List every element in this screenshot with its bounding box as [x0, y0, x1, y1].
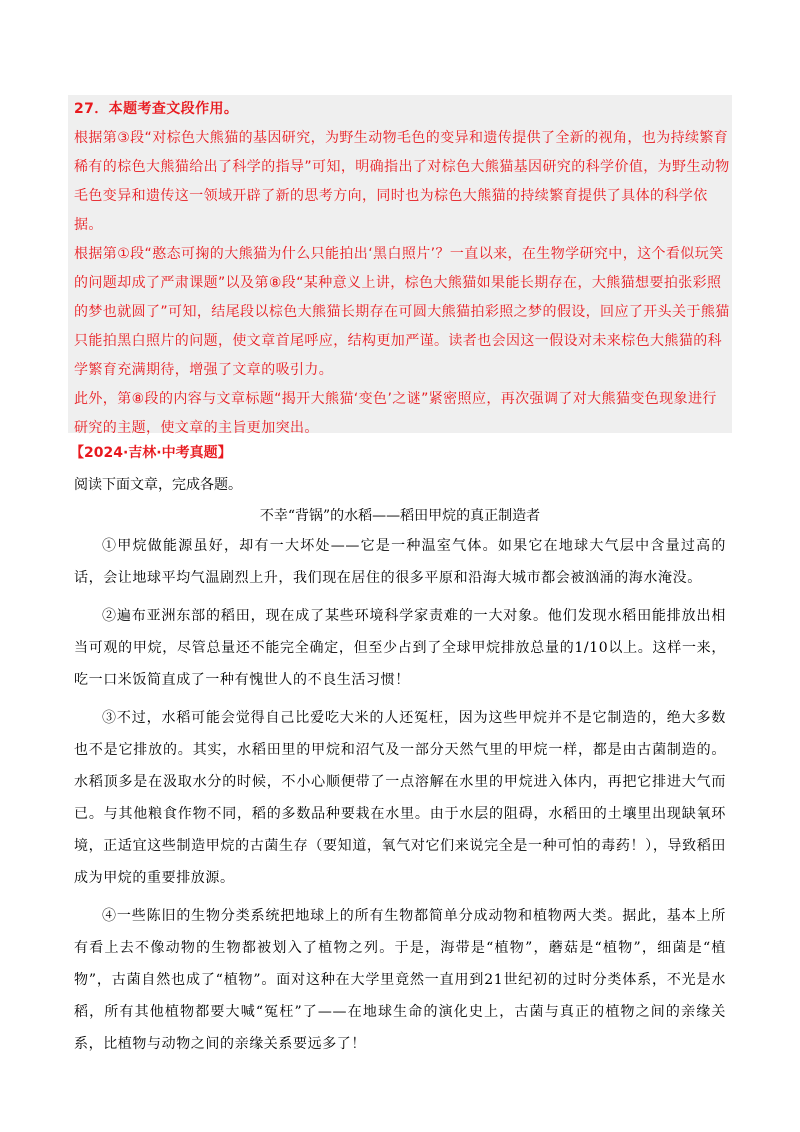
answer-paragraph: 此外，第⑧段的内容与文章标题“揭开大熊猫‘变色’之谜”紧密照应，再次强调了对大熊猫变色现象进行研究的主题，使文章的主旨更加突出。 — [74, 391, 717, 436]
article-paragraph: ④一些陈旧的生物分类系统把地球上的所有生物都简单分成动物和植物两大类。据此，基本上所有看上去不像动物的生物都被划入了植物之列。于是，海带是“植物”，蘑菇是“植物”，细菌是“植物”，古菌自然也成了“植物”。面对这种在大学里竟然一直用到21世纪初的过时分类体系，不光是水稻，所有其他植物都要大喊“冤枉”了——在地球生命的演化史上，古菌与真正的植物之间的亲缘关系，比植物与动物之间的亲缘关系要远多了！ — [74, 908, 726, 1052]
article-paragraph: ②遍布亚洲东部的稻田，现在成了某些环境科学家责难的一大对象。他们发现水稻田能排放出相当可观的甲烷，尽管总量还不能完全确定，但至少占到了全球甲烷排放总量的1/10以上。这样一来，吃一口米饭简直成了一种有愧世人的不良生活习惯！ — [74, 608, 726, 688]
answer-explanation-box — [68, 95, 732, 436]
answer-question-line: 27．本题考查文段作用。 — [74, 101, 239, 117]
article-title: 不幸“背锅”的水稻——稻田甲烷的真正制造者 — [259, 508, 541, 524]
article-body — [74, 530, 726, 1066]
article-paragraph: ③不过，水稻可能会觉得自己比爱吃大米的人还冤枉，因为这些甲烷并不是它制造的，绝大多数也不是它排放的。其实，水稻田里的甲烷和沼气及一部分天然气里的甲烷一样，都是由古菌制造的。水稻顶多是在汲取水分的时候，不小心顺便带了一点溶解在水里的甲烷进入体内，再把它排进大气而已。与其他粮食作物不同，稻的多数品种要栽在水里。由于水层的阻碍，水稻田的土壤里出现缺氧环境，正适宜这些制造甲烷的古菌生存（要知道，氧气对它们来说完全是一种可怕的毒药！），导致稻田成为甲烷的重要排放源。 — [74, 710, 726, 886]
answer-paragraph: 根据第①段“憨态可掬的大熊猫为什么只能拍出‘黑白照片’？一直以来，在生物学研究中，这个看似玩笑的问题却成了严肃课题”以及第⑧段“某种意义上讲，棕色大熊猫如果能长期存在，大熊猫想要拍张彩照的梦也就圆了”可知，结尾段以棕色大熊猫长期存在可圆大熊猫拍彩照之梦的假设，回应了开头关于熊猫只能拍黑白照片的问题，使文章首尾呼应，结构更加严谨。读者也会因这一假设对未来棕色大熊猫的科学繁育充满期待，增强了文章的吸引力。 — [74, 246, 730, 378]
exam-source-tag: 【2024·吉林·中考真题】 — [70, 445, 232, 461]
answer-paragraph: 根据第③段“对棕色大熊猫的基因研究，为野生动物毛色的变异和遗传提供了全新的视角，也为持续繁育稀有的棕色大熊猫给出了科学的指导”可知，明确指出了对棕色大熊猫基因研究的科学价值，为野生动物毛色变异和遗传这一领域开辟了新的思考方向，同时也为棕色大熊猫的持续繁育提供了具体的科学依据。 — [74, 130, 730, 233]
reading-instruction: 阅读下面文章，完成各题。 — [74, 477, 242, 493]
article-paragraph: ①甲烷做能源虽好，却有一大坏处——它是一种温室气体。如果它在地球大气层中含量过高的话，会让地球平均气温剧烈上升，我们现在居住的很多平原和沿海大城市都会被汹涌的海水淹没。 — [74, 538, 726, 586]
